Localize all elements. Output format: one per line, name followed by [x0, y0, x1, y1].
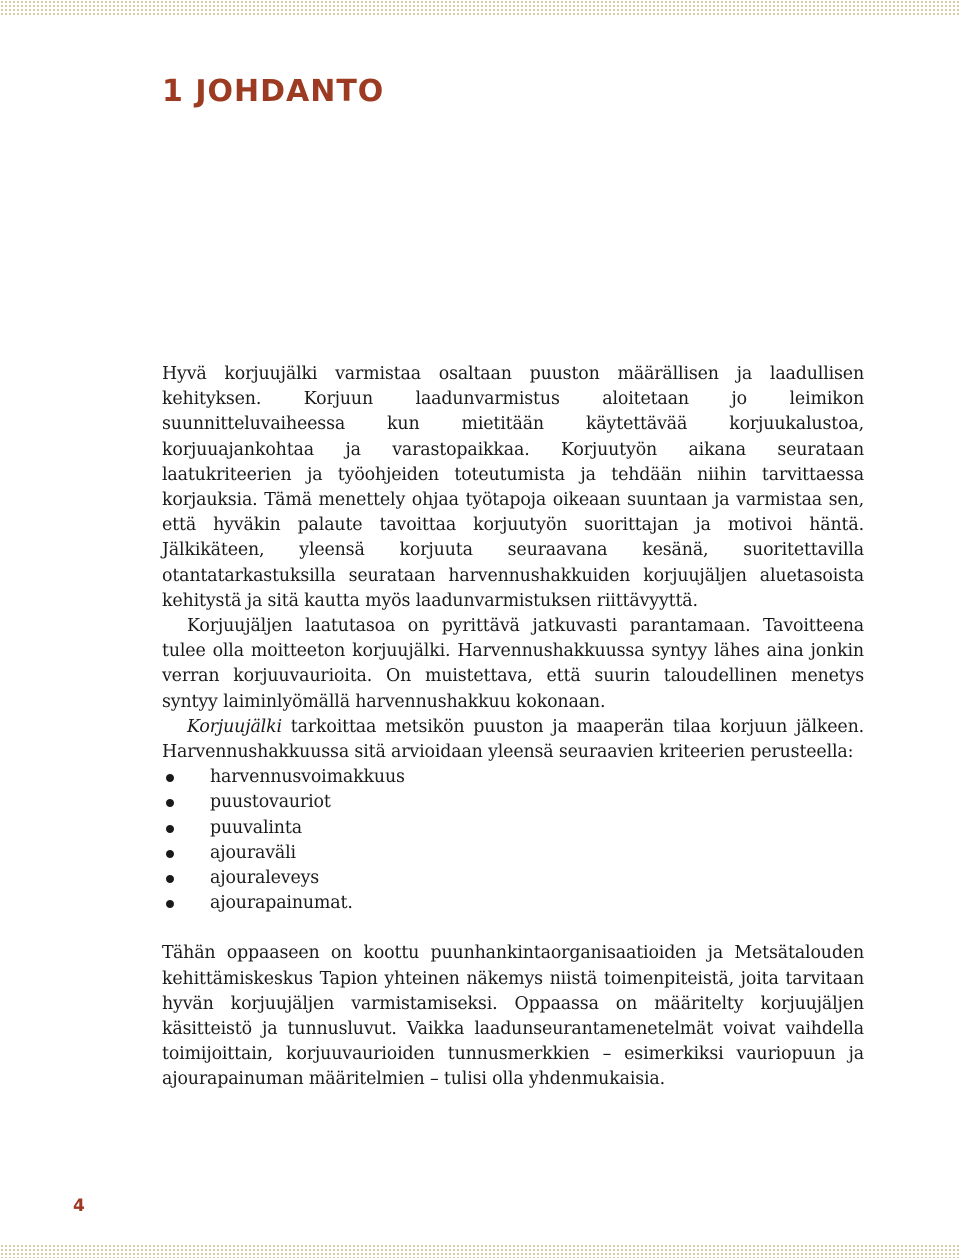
- bullet-icon: [166, 850, 174, 858]
- bottom-decorative-border: [0, 1244, 960, 1258]
- list-item: [162, 790, 864, 815]
- page-number: 4: [73, 1196, 85, 1216]
- list-item-label: ajourapainumat.: [210, 893, 353, 914]
- list-item: [162, 891, 864, 916]
- list-item-label: ajouraväli: [210, 842, 296, 863]
- paragraph-spacer: [162, 916, 864, 941]
- paragraph-definition: [162, 715, 864, 765]
- list-item-label: puuvalinta: [210, 817, 302, 838]
- list-item-label: puustovauriot: [210, 792, 331, 813]
- definition-text: tarkoittaa metsikön puuston ja maaperän tilaa korjuun jälkeen. Harvennushakkuussa sitä arvioidaan yleensä seuraavien kriteerien perusteella:: [162, 716, 864, 763]
- term-korjuujalki: Korjuujälki: [187, 716, 282, 737]
- list-item-label: harvennusvoimakkuus: [210, 767, 405, 788]
- bullet-icon: [166, 900, 174, 908]
- bullet-icon: [166, 799, 174, 807]
- list-item: [162, 841, 864, 866]
- bullet-icon: [166, 875, 174, 883]
- list-item: [162, 816, 864, 841]
- paragraph-intro: Hyvä korjuujälki varmistaa osaltaan puuston määrällisen ja laadullisen kehityksen. Korjuun laadunvarmistus aloitetaan jo leimikon suunnitteluvaiheessa kun mietitään käytettävää korjuukalustoa, korjuuajankohtaa ja varastopaikkaa. Korjuutyön aikana seurataan laatukriteerien ja työohjeiden toteutumista ja tehdään niihin tarvittaessa korjauksia. Tämä menettely ohjaa työtapoja oikeaan suuntaan ja varmistaa sen, että hyväkin palaute tavoittaa korjuutyön suorittajan ja motivoi häntä. Jälkikäteen, yleensä korjuuta seuraavana kesänä, suoritettavilla otantatarkastuksilla seurataan harvennushakkuiden korjuujäljen aluetasoista kehitystä ja sitä kautta myös laadunvarmistuksen riittävyyttä.: [162, 364, 864, 611]
- paragraph-quality-goal: Korjuujäljen laatutasoa on pyrittävä jatkuvasti parantamaan. Tavoitteena tulee olla moitteeton korjuujälki. Harvennushakkuussa syntyy lähes aina jonkin verran korjuuvaurioita. On muistettava, että suurin taloudellinen menetys syntyy laiminlyömällä harvennushakkuu kokonaan.: [162, 616, 864, 712]
- criteria-list: [162, 765, 864, 916]
- list-item-label: ajouraleveys: [210, 868, 320, 889]
- top-decorative-border: [0, 0, 960, 16]
- bullet-icon: [166, 774, 174, 782]
- body-text: [162, 362, 864, 1093]
- paragraph-guide-purpose: Tähän oppaaseen on koottu puunhankintaorganisaatioiden ja Metsätalouden kehittämiskeskus Tapion yhteinen näkemys niistä toimenpiteistä, joita tarvitaan hyvän korjuujäljen varmistamiseksi. Oppaassa on määritelty korjuujäljen käsitteistö ja tunnusluvut. Vaikka laadunseurantamenetelmät voivat vaihdella toimijoittain, korjuuvaurioiden tunnusmerkkien – esimerkiksi vauriopuun ja ajourapainuman määritelmien – tulisi olla yhdenmukaisia.: [162, 943, 864, 1090]
- list-item: [162, 765, 864, 790]
- list-item: [162, 866, 864, 891]
- bullet-icon: [166, 825, 174, 833]
- chapter-title: 1 JOHDANTO: [162, 74, 385, 109]
